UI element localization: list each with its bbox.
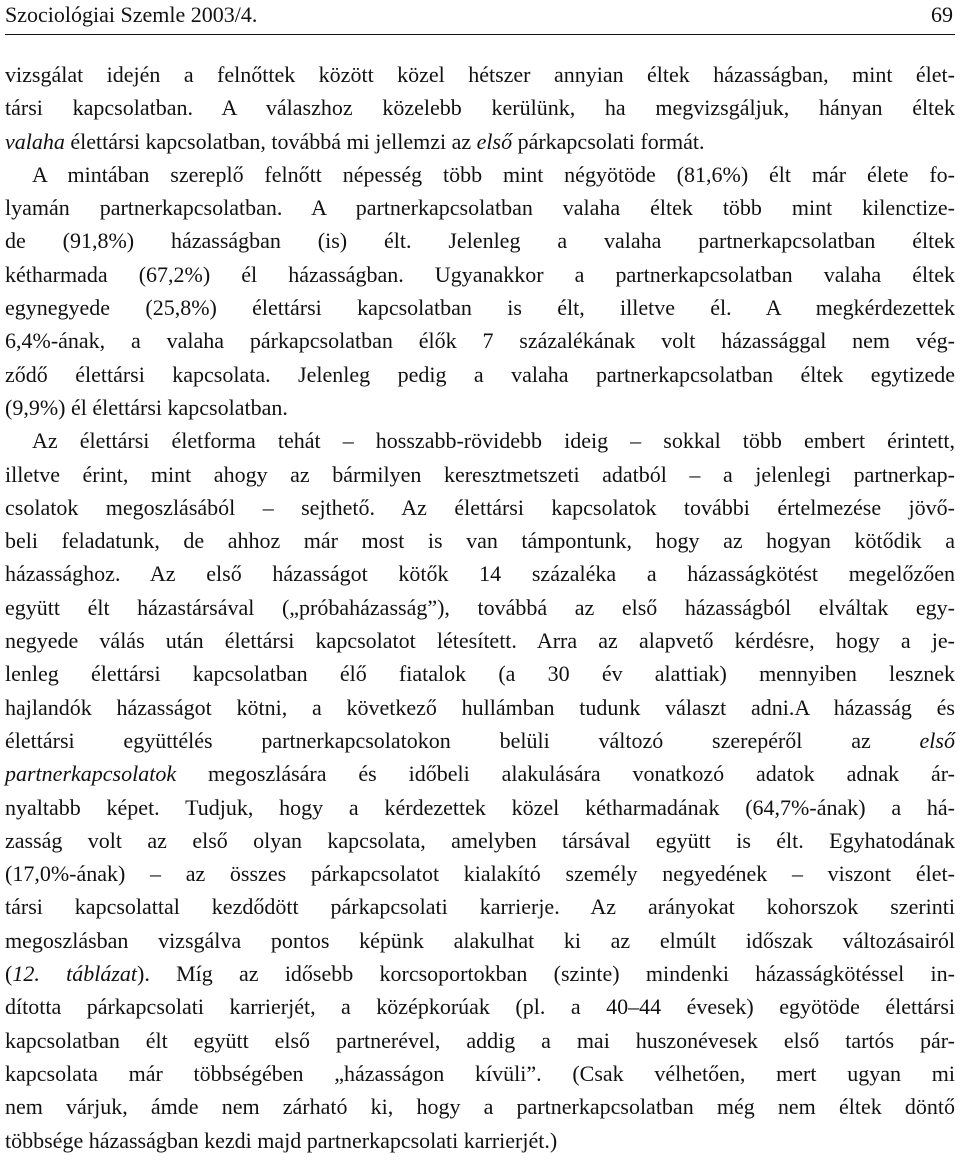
text-span: ( xyxy=(5,961,13,987)
text-span: zasság volt az első olyan kapcsolata, amelyben társával együtt is élt. Egyhatodának xyxy=(5,827,955,853)
text-span: hajlandók házasságot kötni, a következő hullámban tudunk választ adni.A házasság és xyxy=(5,694,955,720)
text-span: megoszlásban vizsgálva pontos képünk alakulhat ki az elmúlt időszak változásairól xyxy=(5,927,955,953)
text-line xyxy=(5,158,955,191)
text-line xyxy=(5,224,955,257)
italic-text: első xyxy=(476,128,513,154)
text-span: 6,4%-ának, a valaha párkapcsolatban élők 7 százalékának volt házassággal nem vég- xyxy=(5,328,955,354)
page-number: 69 xyxy=(931,2,953,27)
text-span: csolatok megoszlásából – sejthető. Az élettársi kapcsolatok további értelmezése jövő- xyxy=(5,494,955,520)
text-span: Az élettársi életforma tehát – hosszabb-rövidebb ideig – sokkal több embert érintett, xyxy=(32,428,955,454)
text-span: párkapcsolati formát. xyxy=(512,128,705,154)
italic-text: 12. táblázat xyxy=(12,961,137,987)
text-line xyxy=(5,324,955,357)
text-line xyxy=(5,458,955,491)
journal-title: Szociológiai Szemle 2003/4. xyxy=(5,2,258,27)
text-span: negyede válás után élettársi kapcsolatot létesített. Arra az alapvető kérdésre, hogy a je- xyxy=(5,628,955,654)
text-span: kapcsolatban élt együtt első partnerével, addig a mai huszonévesek első tartós pár- xyxy=(5,1027,955,1053)
text-span: (9,9%) él élettársi kapcsolatban. xyxy=(5,394,288,420)
italic-text: valaha xyxy=(5,128,65,154)
text-span: társi kapcsolatban. A válaszhoz közelebb kerülünk, ha megvizsgáljuk, hányan éltek xyxy=(5,95,955,121)
text-span: (17,0%-ának) – az összes párkapcsolatot kialakító személy negyedének – viszont élet- xyxy=(5,861,955,887)
text-line xyxy=(5,91,955,124)
text-line xyxy=(5,1024,955,1057)
text-span: dította párkapcsolati karrierjét, a középkorúak (pl. a 40–44 évesek) egyötöde élettársi xyxy=(5,994,955,1020)
text-span: beli feladatunk, de ahhoz már most is van támpontunk, hogy az hogyan kötődik a xyxy=(5,528,955,554)
text-line xyxy=(5,857,955,890)
text-line xyxy=(5,691,955,724)
text-line xyxy=(5,757,955,790)
text-span: A mintában szereplő felnőtt népesség több mint négyötöde (81,6%) élt már élete fo- xyxy=(32,161,955,187)
text-span: többsége házasságban kezdi majd partnerkapcsolati karrierjét.) xyxy=(5,1127,558,1153)
text-line xyxy=(5,791,955,824)
text-line xyxy=(5,990,955,1023)
italic-text: első xyxy=(919,727,955,753)
text-span: vizsgálat idején a felnőttek között közel hétszer annyian éltek házasságban, mint élet- xyxy=(5,62,955,87)
running-header xyxy=(5,0,955,35)
text-line xyxy=(5,58,955,91)
text-span: ződő élettársi kapcsolata. Jelenleg pedig a valaha partnerkapcsolatban éltek egytizede xyxy=(5,361,955,387)
text-span: ). Míg az idősebb korcsoportokban (szinte) mindenki házasságkötéssel in- xyxy=(137,961,956,987)
text-span: illetve érint, mint ahogy az bármilyen keresztmetszeti adatból – a jelenlegi partnerkap- xyxy=(5,461,955,487)
text-span: élettársi kapcsolatban, továbbá mi jellemzi az xyxy=(64,128,477,154)
text-span: kapcsolata már többségében „házasságon kívüli”. (Csak vélhetően, mert ugyan mi xyxy=(5,1060,955,1086)
text-span: nyaltabb képet. Tudjuk, hogy a kérdezettek közel kétharmadának (64,7%-ának) a há- xyxy=(5,794,955,820)
text-line xyxy=(5,391,955,424)
text-span: élettársi együttélés partnerkapcsolatokon belüli változó szerepéről az xyxy=(5,727,920,753)
text-line xyxy=(5,591,955,624)
text-line xyxy=(5,724,955,757)
text-span: társi kapcsolattal kezdődött párkapcsolati karrierje. Az arányokat kohorszok szerinti xyxy=(5,894,955,920)
text-line xyxy=(5,557,955,590)
italic-text: partnerkapcsolatok xyxy=(5,761,177,787)
text-line xyxy=(5,1057,955,1090)
text-span: megoszlására és időbeli alakulására vonatkozó adatok adnak ár- xyxy=(176,761,955,787)
text-span: nem várjuk, ámde nem zárható ki, hogy a partnerkapcsolatban még nem éltek döntő xyxy=(5,1094,955,1120)
text-span: kétharmada (67,2%) él házasságban. Ugyanakkor a partnerkapcsolatban valaha éltek xyxy=(5,261,955,287)
text-line xyxy=(5,624,955,657)
text-span: együtt élt házastársával („próbaházasság”), továbbá az első házasságból elváltak egy- xyxy=(5,594,955,620)
text-line xyxy=(5,657,955,690)
text-line xyxy=(5,125,955,158)
text-line xyxy=(5,191,955,224)
text-line xyxy=(5,957,955,990)
text-line xyxy=(5,824,955,857)
text-line xyxy=(5,291,955,324)
text-line xyxy=(5,1090,955,1123)
text-span: házassághoz. Az első házasságot kötők 14 százaléka a házasságkötést megelőzően xyxy=(5,561,955,587)
text-span: de (91,8%) házasságban (is) élt. Jelenleg a valaha partnerkapcsolatban éltek xyxy=(5,228,955,254)
text-span: lyamán partnerkapcsolatban. A partnerkapcsolatban valaha éltek több mint kilenctize- xyxy=(5,195,955,221)
article-body xyxy=(5,58,955,1157)
text-line xyxy=(5,424,955,457)
text-line xyxy=(5,524,955,557)
text-line xyxy=(5,924,955,957)
text-span: lenleg élettársi kapcsolatban élő fiatalok (a 30 év alattiak) mennyiben lesznek xyxy=(5,661,955,687)
text-line xyxy=(5,890,955,923)
text-line xyxy=(5,1124,955,1157)
text-line xyxy=(5,258,955,291)
text-line xyxy=(5,358,955,391)
text-line xyxy=(5,491,955,524)
text-span: egynegyede (25,8%) élettársi kapcsolatban is élt, illetve él. A megkérdezettek xyxy=(5,295,955,321)
